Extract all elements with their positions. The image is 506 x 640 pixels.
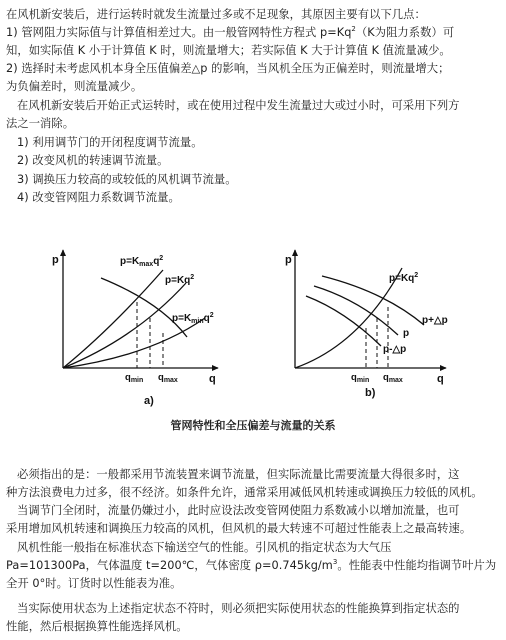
- axis-y-label-b: p: [285, 254, 292, 266]
- note-4-line-1: 当实际使用状态为上述指定状态不符时，则必须把实际使用状态的性能换算到指定状态的: [17, 602, 460, 615]
- diagram-label-b: b): [365, 387, 376, 399]
- diagram-label-a: a): [144, 395, 154, 407]
- method-item: 3) 调换压力较高的或较低的风机调节流量。: [17, 173, 237, 186]
- curve-kmin-a: [63, 318, 205, 368]
- label-system-b: $p=Kq^2$: [389, 272, 419, 284]
- tick-qmax-a: $q_{max}$: [158, 372, 178, 384]
- note-3-line-1: 风机性能一般指在标准状态下输送空气的性能。引风机的指定状态为大气压: [17, 541, 392, 554]
- note-1-line-2: 种方法浪费电力过多，很不经济。如条件允许，通常采用减低风机转速或调换压力较低的风机。: [6, 486, 483, 499]
- label-p-plus-b: p+△p: [422, 315, 448, 326]
- remedy-intro-line-1: 在风机新安装后开始正式运转时，或在使用过程中发生流量过大或过小时，可采用下列方: [17, 99, 460, 112]
- note-2-line-1: 当调节门全闭时，流量仍嫌过小，此时应设法改变管网使阻力系数减小以增加流量，也可: [17, 504, 460, 517]
- cause-1-line-1: [6, 24, 502, 42]
- note-3-superscript: 3: [332, 558, 338, 567]
- cause-1-text-b: （K为阻力系数）可: [355, 26, 455, 39]
- fan-curve-minus-b: [306, 296, 381, 346]
- note-3-line-3: 全开 0°时。订货时以性能表为准。: [6, 577, 182, 590]
- label-kmax-a: $p=K_{max}q^2$: [120, 255, 164, 268]
- tick-qmax-b: $q_{max}$: [383, 372, 403, 384]
- axis-y-label-a: p: [52, 254, 59, 266]
- method-item: 4) 改变管网阻力系数调节流量。: [17, 191, 180, 204]
- note-3-text-b: 。性能表中性能均指调节叶片为: [337, 559, 497, 572]
- note-3-line-2: [6, 557, 502, 575]
- cause-2-line-2: 为负偏差时，则流量减少。: [6, 80, 143, 93]
- remedy-intro-line-2: 法之一消除。: [6, 117, 75, 130]
- note-3-text-a: Pa=101300Pa，气体温度 t=200℃，气体密度 ρ=0.745kg/m: [6, 559, 333, 572]
- figure-diagrams: [0, 240, 506, 440]
- fan-curve-mid-b: [314, 286, 398, 335]
- diagram-b: [285, 250, 448, 399]
- note-4-line-2: 性能，然后根据换算性能选择风机。: [6, 620, 188, 633]
- tick-qmin-a: $q_{min}$: [125, 372, 144, 384]
- method-item: 1) 利用调节门的开闭程度调节流量。: [17, 136, 203, 149]
- diagram-a: [52, 250, 218, 407]
- axis-x-label-a: q: [209, 373, 216, 385]
- note-2-line-2: 采用增加风机转速和调换压力较高的风机，但风机的最大转速不可超过性能表上之最高转速。: [6, 522, 472, 535]
- tick-qmin-b: $q_{min}$: [351, 372, 370, 384]
- method-item: 2) 改变风机的转速调节流量。: [17, 154, 169, 167]
- figure-caption: 管网特性和全压偏差与流量的关系: [170, 419, 336, 432]
- cause-1-text-a: 1) 管网阻力实际值与计算值相差过大。由一般管网特性方程式 p=Kq: [6, 26, 352, 39]
- label-k-a: $p=Kq^2$: [165, 274, 195, 286]
- note-1-line-1: 必须指出的是：一般都采用节流装置来调节流量，但实际流量比需要流量大得很多时，这: [17, 468, 460, 481]
- label-p-b: p: [403, 328, 410, 339]
- label-kmin-a: $p=K_{min}q^2$: [172, 312, 214, 325]
- axis-x-label-b: q: [437, 373, 444, 385]
- intro-line: 在风机新安装后，进行运转时就发生流量过多或不足现象，其原因主要有以下几点：: [6, 8, 426, 21]
- label-p-minus-b: p-△p: [383, 344, 407, 355]
- cause-2-line-1: 2) 选择时未考虑风机本身全压值偏差△p 的影响，当风机全压为正偏差时，则流量增大；: [6, 62, 450, 75]
- cause-1-superscript: 2: [351, 25, 356, 34]
- cause-1-line-2: 知，如实际值 K 小于计算值 K 时，则流量增大；若实际值 K 大于计算值 K 值流量减少。: [6, 44, 451, 57]
- fan-curve-a: [101, 278, 187, 337]
